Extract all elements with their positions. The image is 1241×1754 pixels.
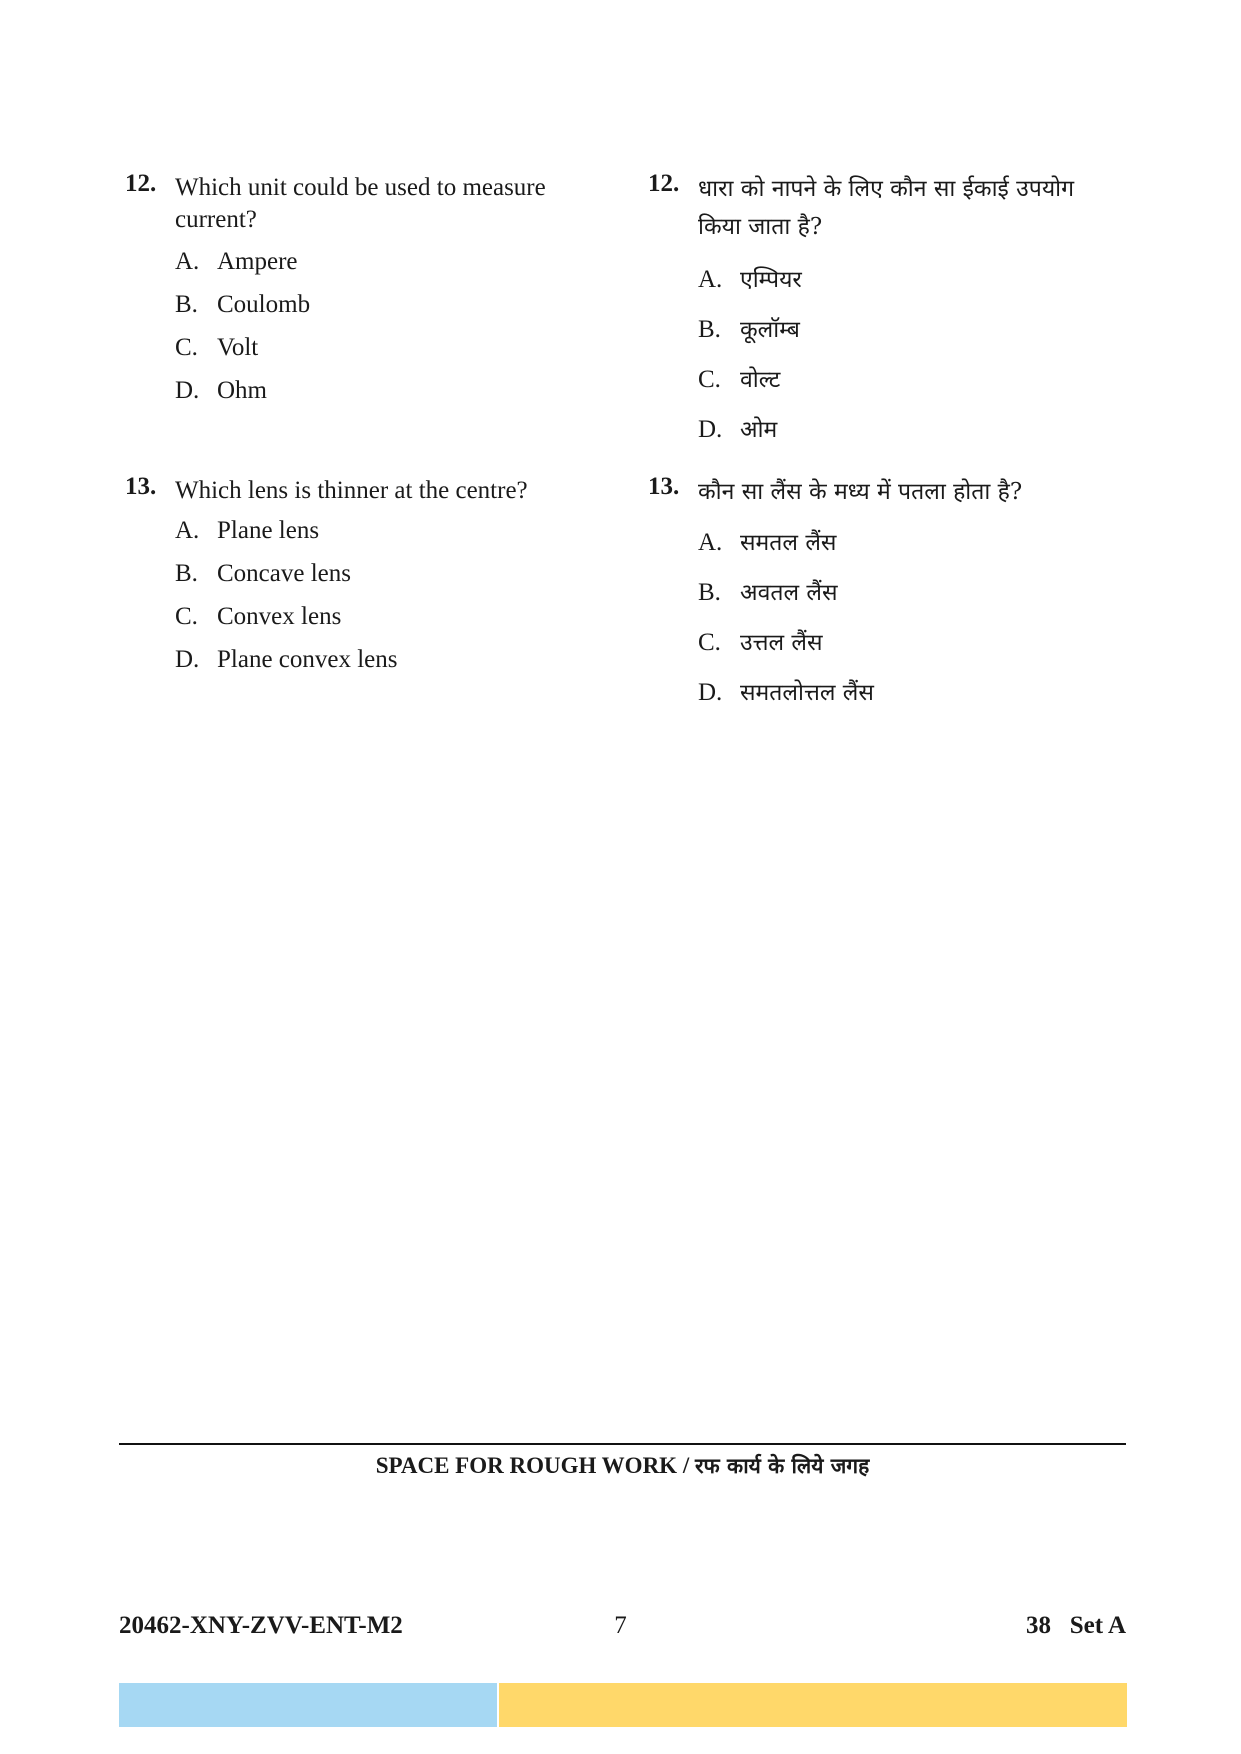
option-b[interactable]: B. अवतल लैंस (698, 579, 838, 606)
question-text: Which lens is thinner at the centre? (175, 477, 528, 504)
rough-work-divider (119, 1443, 1126, 1445)
option-a[interactable]: A. Plane lens (175, 517, 320, 544)
option-c[interactable]: C. Convex lens (175, 603, 342, 630)
option-d[interactable]: D. Plane convex lens (175, 646, 398, 673)
option-d[interactable]: D. Ohm (175, 377, 267, 404)
question-number: 13. (648, 473, 680, 500)
option-c[interactable]: C. Volt (175, 334, 259, 361)
page-number: 7 (614, 1612, 627, 1639)
option-b[interactable]: B. Concave lens (175, 560, 351, 587)
option-c[interactable]: C. वोल्ट (698, 366, 781, 393)
option-d[interactable]: D. समतलोत्तल लैंस (698, 679, 874, 706)
paper-code: 20462-XNY-ZVV-ENT-M2 (119, 1612, 403, 1639)
option-b[interactable]: B. Coulomb (175, 291, 311, 318)
question-text: धारा को नापने के लिए कौन सा ईकाई उपयोग किया जाता है? (698, 176, 1075, 240)
question-text: कौन सा लैंस के मध्य में पतला होता है? (698, 479, 1023, 505)
option-d[interactable]: D. ओम (698, 416, 778, 443)
option-a[interactable]: A. समतल लैंस (698, 529, 837, 556)
set-label: 38 Set A (1026, 1612, 1126, 1639)
footer-color-bar-yellow (499, 1683, 1127, 1727)
footer-color-bar-blue (119, 1683, 497, 1727)
rough-work-heading: SPACE FOR ROUGH WORK / रफ कार्य के लिये जगह (375, 1453, 870, 1478)
question-number: 13. (125, 473, 157, 500)
question-number: 12. (125, 170, 157, 197)
question-text: Which unit could be used to measure current? (175, 174, 546, 233)
option-a[interactable]: A. एम्पियर (698, 266, 802, 293)
option-b[interactable]: B. कूलॉम्ब (698, 316, 800, 343)
option-a[interactable]: A. Ampere (175, 248, 298, 275)
option-c[interactable]: C. उत्तल लैंस (698, 629, 823, 656)
question-number: 12. (648, 170, 680, 197)
